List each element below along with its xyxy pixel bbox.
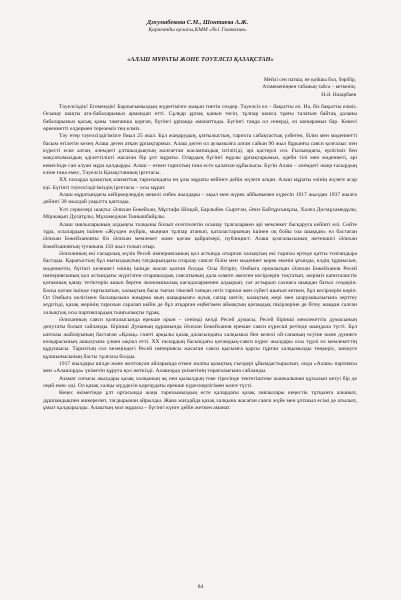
paragraph: Тәу етер тәуелсіздігімізге биыл 25 жыл. Бұл жаңарудың, ұмтылыстың, тарихта сабақтастық үзбеген, білім мен мәдениетті басым өтілетін кезең Алаш деген атқан ұрпақтармыз. Алаш деген ол аузымызға алған сайын 90 жыл бұрынғы саяси қозғалыс пен күресті еске алған, әлемдегі ұлтшылдықтың жалғағтан жасампаздық ізгілігіді, әрі қастерлі сөз. Ғылымдағы, ерлігіміз бен мақсатымыздың әділеттілікті жасаған бір ұлт мұраты. Олардың бүгінгі нұрлы ұрпақтарымыз, әдеби тілі мен мәдениеті, әрі кемесінде сан алуан мұра қалдырды. Алаш – өткен тарихтың ғана есте қалатын құбылысы. Бүгін Алаш – әлемдегі жаңа ғасырдың еліне ғана емес, Тәуелсіз Қазақстанның іргетасы.: [43, 133, 357, 177]
authors: Джумабекова С.М., Шонтаева А.Ж.: [146, 19, 249, 26]
epigraph: [232, 77, 356, 99]
paragraph: Тәуелсіздік! Егемендік! Барлығымыздың жүрегімізге жақын тиетін сөздер. Тәуелсіз ел – бақытты ел. Иә, біз бақытты елміз. Осынау шақты ата-бабаларымыз армандап өтті. Сұлқар ұрпақ қанын төгіп, тұлпар шапса тұяғы талатын байтақ даланы бабаларымыз қасық қаны тамғанша қорғап, бүгінгі ұрпаққа аманаттады. Бүгінгі таңда ол сенерді, өз шекарамыз бар. Көкесі өркениетті елдермен тереземіз тең елміз.: [43, 104, 357, 133]
epigraph-line: Атамекеніңнен табаның тайса – кеткенің.: [262, 84, 356, 91]
paragraph: Алаш зиялыларының алдыңғы толқыны болып есептелетін осынау тұлғалармен әрі мемлекет басқаруға кейінгі елі. Сөйте тұра, осылардың ішінен «Жүзден жүйрік, мыңнан тұлпар атанып, қаталастарының ішінен оқ бойы оза шыққан» ел бастаған Әлихан Бөкейхановты біз Әлихан мемлекет және қоғам қайраткері, публицист. Алаш қозғалысының жетекшісі Әлихан Бөкейхановтың туғанына 150 жыл толып отыр.: [43, 221, 357, 250]
paragraph: Әлиханның екі ғасырлық жүзік Ресей империясының қол астында отырған халықтың екі тарихы ертеде қатты толғандыра бастады. Қарағыстың бұл нығыздықтың тағдырындағы отарлау саясат білім мен мәдениет керек екенін ұғынды, елдің тұрмысын, мәдениетін, бүгінгі келешегі өзінің ішінде жасап қалған болды. Осы бітіріп, Омбыға орналасқан Әлихан Бөкейханов Ресей империясының қол астындағы жүргізген отаршылдық саясатының дала өлкеге әкелген кесірлерін тоқтатып, жеріміз капиталистік қоғамның қанау тетіктерін ашып берген экономикалық кагидаларменен алдырып, сағ астырып сахнаға шыққан батыл сөздерін. Басқа қоғам ішінде тартылатын, халықтың басы тығыз тікелей тапқан сегіз тарихи мен сүйегі шығып кеткен, бұл кесірлерін көріп. Ол Омбыға келісімен басыңызына жиырма мың шақырымға жуық сапар шегіп, казақтың жері мен шаруашылығына зерттеу жүргізді, қазақ жерінің тарихын саралап кейін де бұл атқарған еңбегімен аймақтың қоғамдық пікірлеріне де бітеу жаққан салған халықтық осы партиялардың тыңғылықты тұрақ.: [43, 250, 357, 316]
epigraph-author: Н.Ә. Назарбаев: [321, 91, 356, 98]
paragraph: XX ғасырда қазақтың азаматтық тарихындағы ең ұлы мұраты кейінге дейін жүзеге асқан. Алаш мұраты өзінің жүзеге асар еді. Бүгінгі тәуелсіздігіміздің іргетасы – осы мұрат.: [43, 177, 357, 191]
paragraph: Алаш мұратындағы кейіркерлердің жекелі сибек жылдары – ақыл мен жүрек айбынымен күресіп 1917 жылдан 1937 жылға дейінгі 30 жылдай уақытта қаптады.: [43, 192, 357, 206]
paragraph: Азамат соғысы жылдары қазақ халқының ақ пен қызылдың теке тіресінде тектегіштеке жанжалынан құтылып кетуі бір де оңай емес еді. Ол қазақ халқы мүддесін қорғаудағы ерекше күрескерлігімен көзге түсті.: [43, 375, 357, 390]
page-number: 84: [197, 584, 204, 590]
paragraph: 1917 жылдары шілде және желтоқсан айларында өткен жалпы қазақтық съездері ұйымдастырылып, онда «Алаш» партиясы мен «Алашорда» үкіметін құруға қол жеткізді. Алашорда үкіметінің төрағалығына сайланды.: [43, 361, 357, 375]
article-body: [43, 104, 357, 412]
paragraph: Әлиханның саяси қозғалысында ерекше орын – сенімді келді Ресей думасы, Ресей бірінші мемлекеттік думасының депутаты болып сайланды. Бірінші Думаның құрамында Әлихан Бөкейханов ерекше саяси күресші ретінде шыңдала түсті. Бұл ынталы жайлауының бастаған «Қазақ» газеті арқылы қазақ даласындағы халқымыз бен келелі ой-сананың өсуіне және дүниеге көзқарасының ашылуына үлкен ықпал етті. XX ғасырдың басындағы қоғамдық-саяси күрес жылдары осы түрлі ел мемлекеттің құрушысы. Тарихтың сол кезеңіндегі Ресей империясы жасаған саяси қысымға қарсы тұрған халқымызды төңкеріс, шешуге құлшынысының басты тұлғасы болды.: [43, 316, 357, 360]
affiliation: Қарағанды қаласы,КММ «№1 Гимназия»: [148, 27, 247, 33]
paragraph: Кеңес өкіметінде ұлт ортасында жаңа тарихымыздың есте қалардағы қазақ зиялылары кеңестік тұтқынға алынып, дұшпандықпен әшкерелеп, тағдырынан айрылды. Жана жағдайда қазақ халқына жасаған саяси жүйе мен ұлтшыл есімі де атылып, ұмыт қалдырылды. Алаштың мол мұрасы – бүгінгі күнге дейін жеткен аманат.: [43, 390, 357, 412]
epigraph-line: Мейлі сен патша, не қойшы бол, бәрібір,: [263, 77, 356, 83]
paragraph: Ұлт серкелері шақты: Әлихан Бөкейхан, Мұстафа Шоқай, Барлыбек Сыртған, Әзиз Байтұрсынұлы, Халел Досмұхамедұлы, Міржақып Дулатұлы, Мұхамеджан Тынышбайұлы.: [43, 206, 357, 221]
article-title: «АЛАШ МҰРАТЫ ЖӘНЕ ТӘУЕЛСІЗ ҚАЗАҚСТАН»: [127, 56, 274, 63]
